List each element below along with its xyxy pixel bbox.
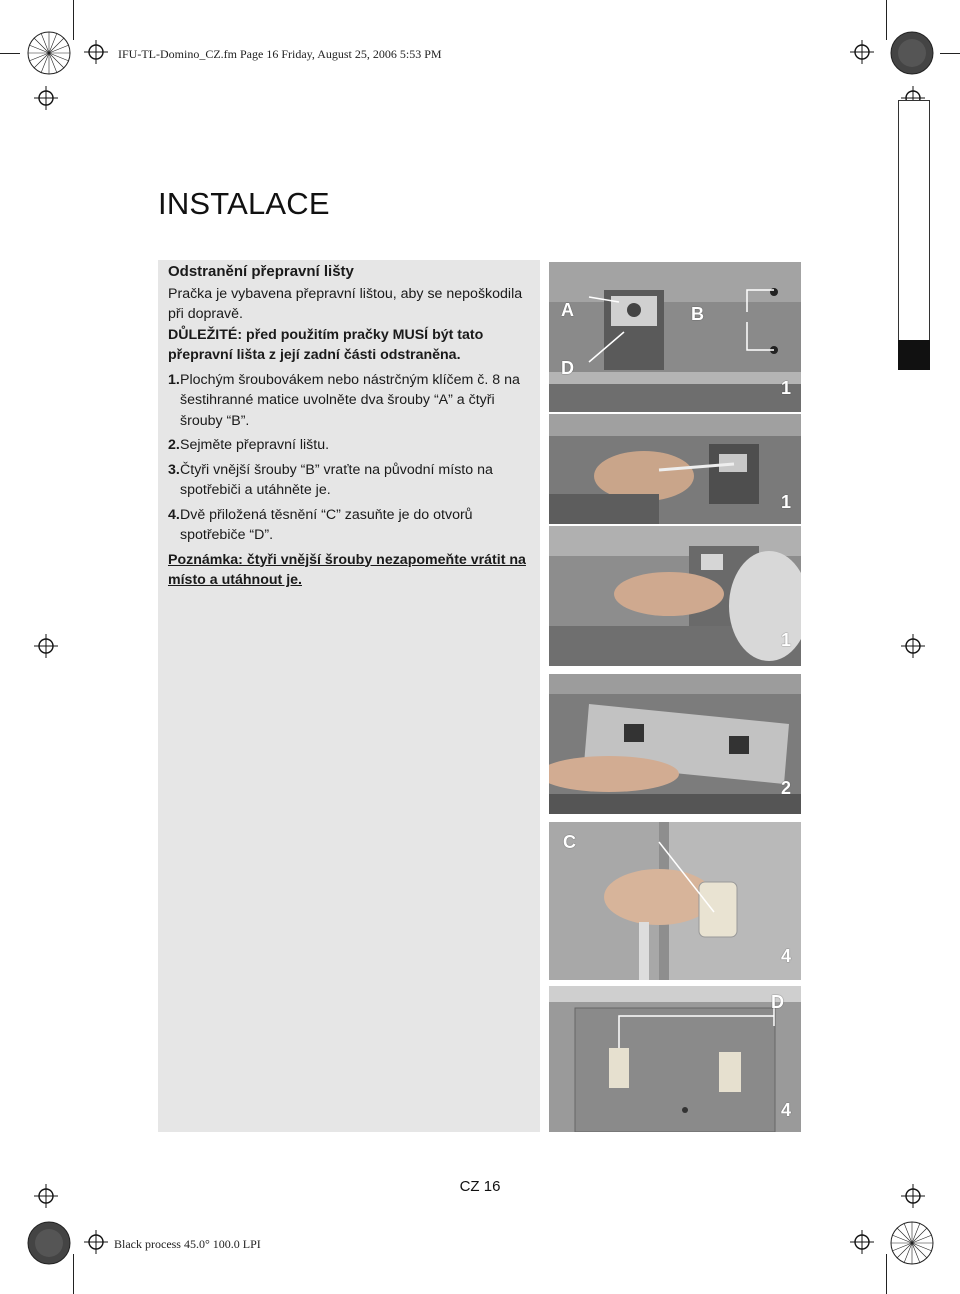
crop-line: [73, 0, 74, 40]
step-number: 4.: [168, 506, 180, 523]
figure-insert-seals: [549, 822, 801, 980]
figure-label: B: [691, 304, 704, 324]
page-title: INSTALACE: [158, 186, 330, 221]
step-number: 2.: [168, 437, 180, 453]
step-item: [168, 505, 536, 546]
chapter-tab-marker: [898, 340, 930, 370]
registration-mark-icon: [26, 30, 72, 76]
crosshair-mark-icon: [34, 86, 58, 110]
registration-mark-icon: [889, 1220, 935, 1266]
instruction-text: [168, 262, 536, 591]
figure-step-number: 4: [781, 1100, 792, 1120]
figure-step-number: 4: [781, 946, 792, 966]
figure-label: D: [561, 358, 574, 378]
note-text: Poznámka: čtyři vnější šrouby nezapomeňte vrátit na místo a utáhnout je.: [168, 551, 526, 588]
section-intro: Pračka je vybavena přepravní lištou, aby se nepoškodila při dopravě.: [168, 285, 523, 322]
registration-mark-icon: [26, 1220, 72, 1266]
figure-label: A: [561, 300, 574, 320]
figure-bolt-removal: [549, 526, 801, 666]
step-text: Čtyři vnější šrouby “B” vraťte na původní místo na spotřebiči a utáhněte je.: [180, 461, 493, 498]
figure-step-number: 2: [781, 778, 792, 798]
crosshair-mark-icon: [84, 40, 108, 64]
step-text: Plochým šroubovákem nebo nástrčným klíčem č. 8 na šestihranné matice uvolněte dva šrouby “A” a čtyři šrouby “B”.: [180, 371, 520, 429]
crop-line: [0, 53, 20, 54]
figure-step-number: 1: [781, 378, 792, 398]
footer-slug: Black process 45.0° 100.0 LPI: [114, 1237, 261, 1251]
crop-line: [940, 53, 960, 54]
crosshair-mark-icon: [84, 1230, 108, 1254]
step-text: Sejměte přepravní lištu.: [180, 437, 330, 453]
registration-mark-icon: [889, 30, 935, 76]
figure-label: C: [563, 832, 576, 852]
section-heading: Odstranění přepravní lišty: [168, 263, 354, 280]
figure-step-number: 1: [781, 630, 792, 650]
figure-remove-bolts: [549, 262, 801, 412]
step-item: [168, 435, 536, 456]
crop-line: [73, 1254, 74, 1294]
crosshair-mark-icon: [850, 40, 874, 64]
figure-label: D: [771, 992, 784, 1012]
step-item: [168, 460, 536, 501]
crosshair-mark-icon: [850, 1230, 874, 1254]
chapter-tab: [898, 100, 930, 370]
page-number: CZ 16: [459, 1178, 501, 1195]
crop-line: [886, 0, 887, 40]
step-item: [168, 370, 536, 432]
step-text: Dvě přiložená těsnění “C” zasuňte je do otvorů spotřebiče “D”.: [180, 506, 473, 543]
figure-screwdriver: [549, 414, 801, 524]
step-number: 3.: [168, 461, 180, 478]
figure-seals-inserted: [549, 986, 801, 1132]
important-notice: DŮLEŽITÉ: před použitím pračky MUSÍ být tato přepravní lišta z její zadní části odstraněna.: [168, 326, 484, 363]
crosshair-mark-icon: [34, 634, 58, 658]
crosshair-mark-icon: [901, 634, 925, 658]
crop-line: [886, 1254, 887, 1294]
header-slug: IFU-TL-Domino_CZ.fm Page 16 Friday, August 25, 2006 5:53 PM: [118, 47, 442, 61]
figure-remove-bar: [549, 674, 801, 814]
step-number: 1.: [168, 371, 180, 388]
figure-step-number: 1: [781, 492, 792, 512]
